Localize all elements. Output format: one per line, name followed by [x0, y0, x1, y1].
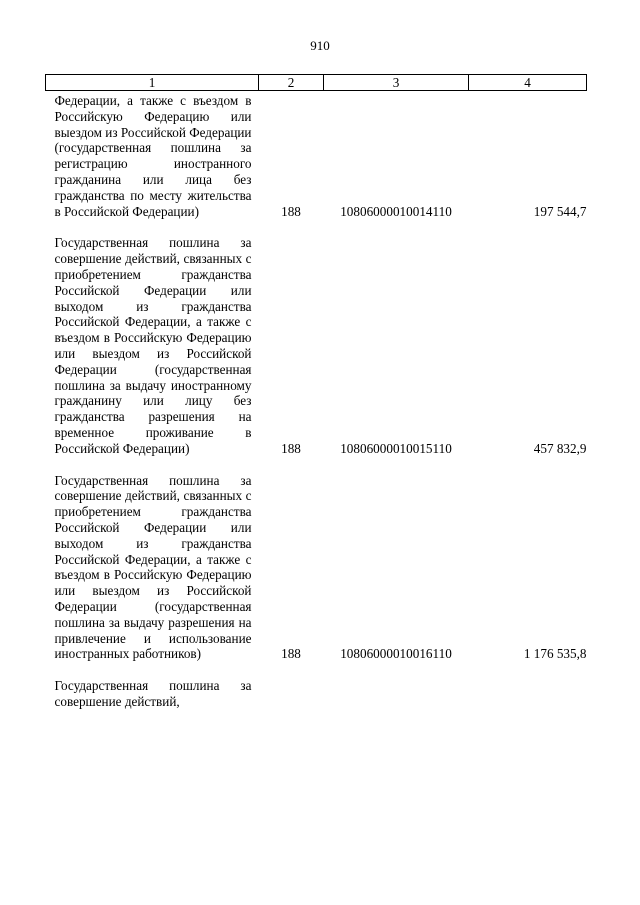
row-kbk-code: 10806000010015110	[340, 440, 452, 456]
row-kbk-code: 10806000010014110	[340, 203, 452, 219]
row-amount: 1 176 535,8	[523, 646, 587, 662]
row-spacer	[46, 662, 587, 678]
row-amount: 457 832,9	[533, 440, 587, 456]
page-number: 910	[310, 38, 330, 53]
header-col-3: 3	[324, 75, 469, 91]
budget-table	[45, 74, 587, 710]
row-description: Государственная пошлина за совершение действий, связанных с приобретением гражданства Российской Федерации или выходом из гражданства Российской Федерации, а также с въездом в Российскую Федерацию или выездом из Российской Федерации (государственная пошлина за выдачу иностранному гражданину или лицу без гражданства разрешения на временное проживание в Российской Федерации)	[54, 235, 252, 456]
header-col-4: 4	[469, 75, 587, 91]
row-spacer	[46, 457, 587, 473]
row-admin-code: 188	[281, 646, 301, 662]
row-description: Федерации, а также с въездом в Российскую Федерацию или выездом из Российской Федерации (государственная пошлина за регистрацию иностранного гражданина или лица без гражданства по месту жительства в Российской Федерации)	[54, 93, 252, 219]
row-admin-code: 188	[281, 203, 301, 219]
table-row	[46, 473, 587, 663]
header-col-1: 1	[46, 75, 259, 91]
budget-table-container	[45, 74, 586, 710]
table-header-row	[46, 75, 587, 91]
row-kbk-code	[324, 678, 469, 710]
row-description: Государственная пошлина за совершение действий, связанных с приобретением гражданства Российской Федерации или выходом из гражданства Российской Федерации, а также с въездом в Российскую Федерацию или выездом из Российской Федерации (государственная пошлина за выдачу разрешения на привлечение и использование иностранных работников)	[54, 472, 252, 662]
table-row	[46, 235, 587, 456]
row-admin-code: 188	[281, 440, 301, 456]
row-kbk-code: 10806000010016110	[340, 646, 452, 662]
row-amount	[469, 678, 587, 710]
header-col-2: 2	[259, 75, 324, 91]
table-row	[46, 678, 587, 710]
row-description: Государственная пошлина за совершение действий,	[54, 678, 252, 709]
row-admin-code	[259, 678, 324, 710]
table-row	[46, 91, 587, 220]
row-amount: 197 544,7	[533, 203, 587, 219]
row-spacer	[46, 219, 587, 235]
